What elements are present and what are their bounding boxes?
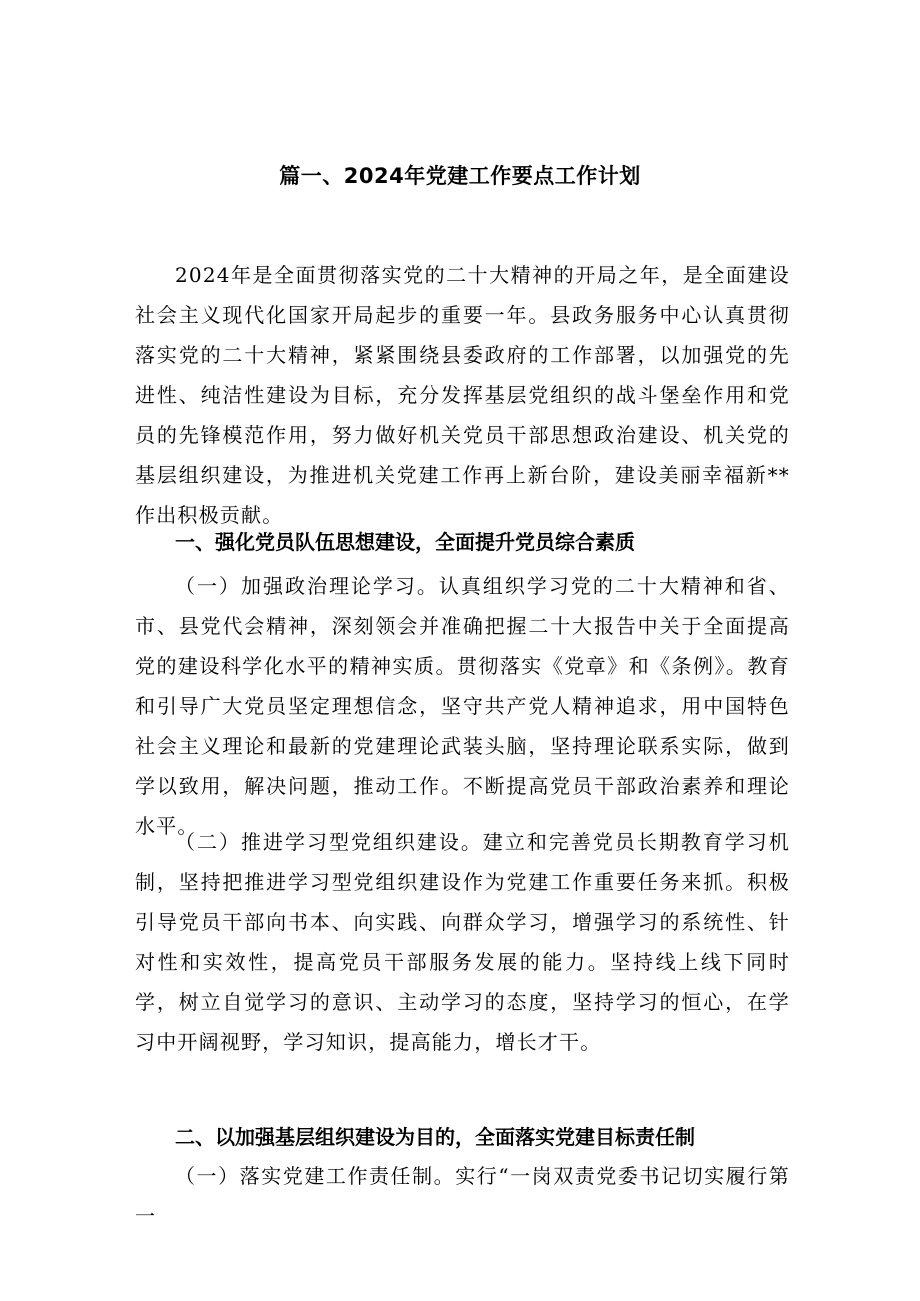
section-heading-1: 一、强化党员队伍思想建设，全面提升党员综合素质 [175,530,635,554]
intro-paragraph: 2024年是全面贯彻落实党的二十大精神的开局之年，是全面建设社会主义现代化国家开局起步的重要一年。县政务服务中心认真贯彻落实党的二十大精神，紧紧围绕县委政府的工作部署，以加强党的先进性、纯洁性建设为目标，充分发挥基层党组织的战斗堡垒作用和党员的先锋模范作用，努力做好机关党员干部思想政治建设、机关党的基层组织建设，为推进机关党建工作再上新台阶，建设美丽幸福新**作出积极贡献。 [135,263,790,527]
document-title: 篇一、2024年党建工作要点工作计划 [279,164,641,188]
section1-para1-block [135,566,790,846]
intro-paragraph-block [135,255,790,535]
section1-paragraph-2: （二）推进学习型党组织建设。建立和完善党员长期教育学习机制，坚持把推进学习型党组织建设作为党建工作重要任务来抓。积极引导党员干部向书本、向实践、向群众学习，增强学习的系统性、针对性和实效性，提高党员干部服务发展的能力。坚持线上线下同时学，树立自觉学习的意识、主动学习的态度，坚持学习的恒心，在学习中开阔视野，学习知识，提高能力，增长才干。 [135,830,790,1054]
section2-paragraph-1: （一）落实党建工作责任制。实行“一岗双责党委书记切实履行第一 [135,1164,790,1228]
section1-paragraph-1: （一）加强政治理论学习。认真组织学习党的二十大精神和省、市、县党代会精神，深刻领会并准确把握二十大报告中关于全面提高党的建设科学化水平的精神实质。贯彻落实《党章》和《条例》。教育和引导广大党员坚定理想信念，坚守共产党人精神追求，用中国特色社会主义理论和最新的党建理论武装头脑，坚持理论联系实际，做到学以致用，解决问题，推动工作。不断提高党员干部政治素养和理论水平。 [135,574,790,838]
section1-para2-block [135,822,790,1062]
section-heading-2: 二、以加强基层组织建设为目的，全面落实党建目标责任制 [175,1125,695,1149]
section2-para1-block [135,1156,790,1228]
